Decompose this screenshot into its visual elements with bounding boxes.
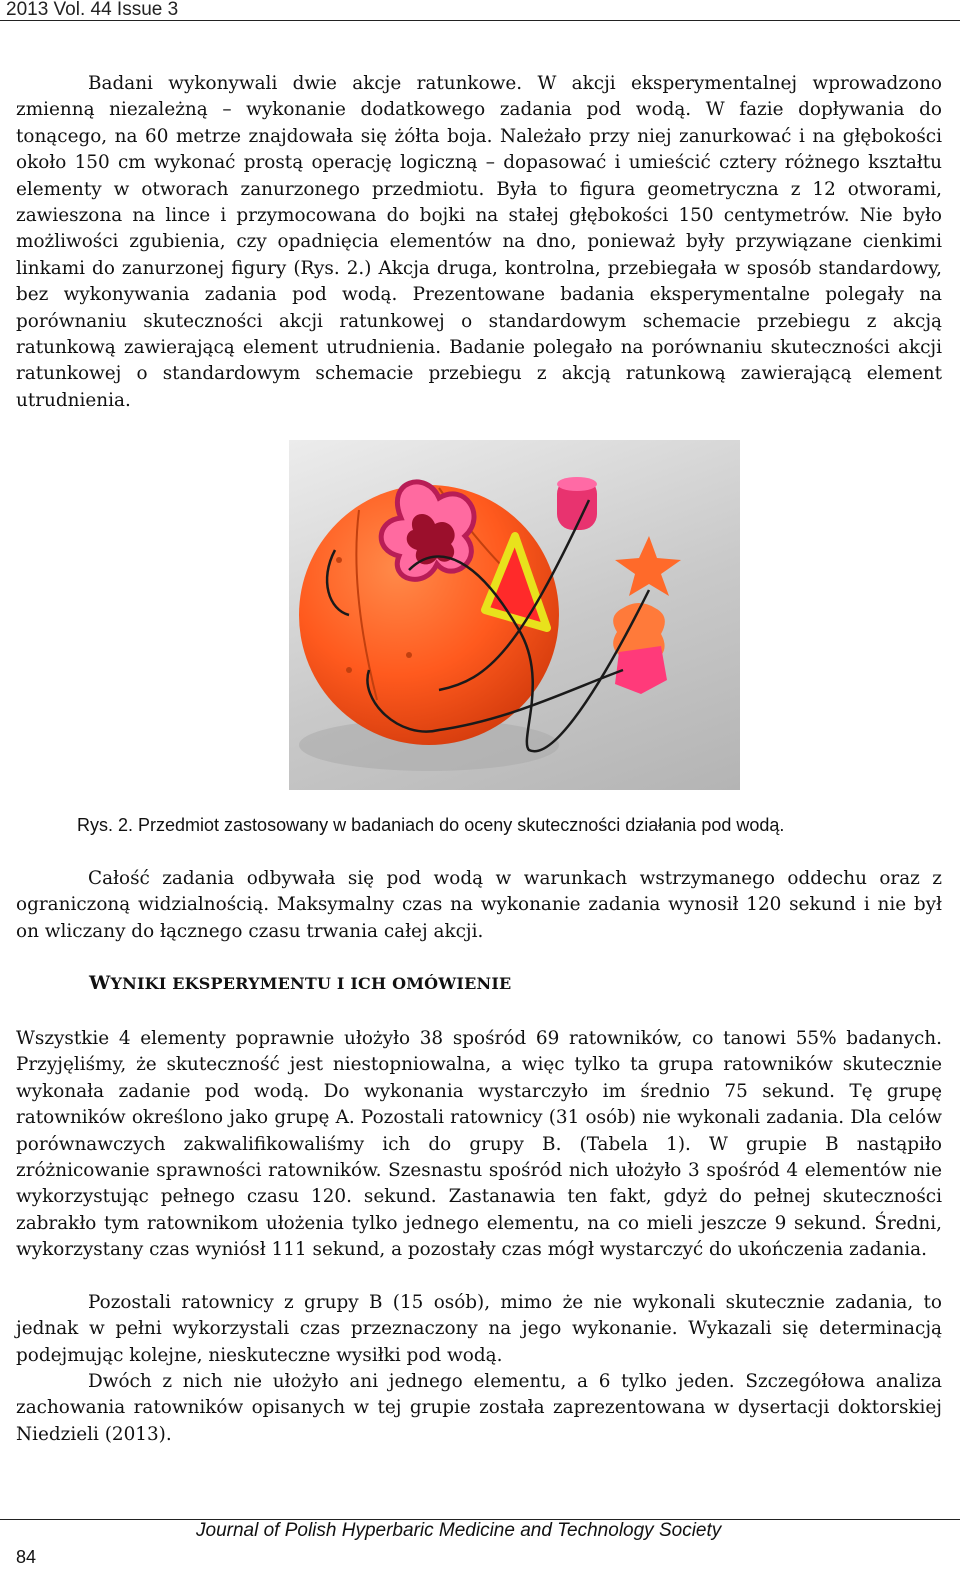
figure-shape-sorter-photo (289, 440, 740, 790)
ball-hole (406, 652, 412, 658)
footer-journal-name: Journal of Polish Hyperbaric Medicine and Technology Society (196, 1520, 722, 1541)
paragraph-analysis-reference: Dwóch z nich nie ułożyło ani jednego elementu, a 6 tylko jeden. Szczegółowa analiza zachowania ratowników opisanych w tej grupie została zaprezentowana w dysertacji doktorskiej Niedzieli (2013). (16, 1371, 942, 1445)
ball-hole (346, 667, 352, 673)
paragraph-study-description: Badani wykonywali dwie akcje ratunkowe. W akcji eksperymentalnej wprowadzono zmienną niezależną – wykonanie dodatkowego zadania pod wodą. W fazie dopływania do tonącego, na 60 metrze znajdowała się żółta boja. Należało przy niej zanurkować i na głębokości około 150 cm wykonać prostą operację logiczną – dopasować i umieścić cztery różnego kształtu elementy w otworach zanurzonego przedmiotu. Była to figura geometryczna z 12 otworami, zawieszona na lince i przymocowana do bojki na stałej głębokości 150 centymetrów. Nie było możliwości zgubienia, czy opadnięcia elementów na dno, ponieważ były przywiązane cienkimi linkami do zanurzonej figury (Rys. 2.) Akcja druga, kontrolna, przebiegała w sposób standardowy, bez wykonywania zadania pod wodą. Prezentowane badania eksperymentalne polegały na porównaniu skuteczności akcji ratunkowej o standardowym schemacie przebiegu z akcją ratunkową zawierającą element utrudnienia. Badanie polegało na porównaniu skuteczności akcji ratunkowej o standardowym schemacie przebiegu z akcją ratunkową zawierającą element utrudnienia. (16, 73, 942, 411)
section-heading-rest: YNIKI EKSPERYMENTU I ICH OMÓWIENIE (110, 974, 512, 993)
orange-star-piece (615, 536, 681, 596)
photo-illustration (289, 440, 740, 790)
header-issue-label: 2013 Vol. 44 Issue 3 (6, 0, 179, 20)
paragraph-task-conditions: Całość zadania odbywała się pod wodą w warunkach wstrzymanego oddechu oraz z ograniczoną widzialnością. Maksymalny czas na wykonanie zadania wynosił 120 sekund i nie był on wliczany do łącznego czasu trwania całej akcji. (16, 868, 942, 942)
section-heading-initial: W (89, 972, 111, 994)
figure-caption: Rys. 2. Przedmiot zastosowany w badaniach do oceny skuteczności działania pod wodą. (77, 815, 785, 835)
section-heading-results (89, 972, 511, 994)
paragraph-results-summary: Wszystkie 4 elementy poprawnie ułożyło 38 spośród 69 ratowników, co tanowi 55% badanych. Przyjęliśmy, że skuteczność jest niestopniowalna, a więc tylko ta grupa ratowników skutecznie wykonała zadanie pod wodą. Do wykonania wystarczyło im średnio 75 sekund. Tę grupę ratowników określono jako grupę A. Pozostali ratownicy (31 osób) nie wykonali zadania. Dla celów porównawczych zakwalifikowaliśmy ich do grupy B. (Tabela 1). W grupie B nastąpiło zróżnicowanie sprawności ratowników. Szesnastu spośród nich ułożyło 3 spośród 4 elementów nie wykorzystując pełnego czasu 120. sekund. Zastanawia ten fakt, gdyż do pełnej skuteczności zabrakło tym ratownikom ułożenia tylko jednego elementu, na co mieli jeszcze 9 sekund. Średni, wykorzystany czas wyniósł 111 sekund, a pozostały czas mógł wystarczyć do ukończenia zadania. (16, 1028, 942, 1261)
running-header (0, 0, 960, 22)
ball-hole (336, 557, 342, 563)
header-divider (0, 20, 960, 21)
page-number: 84 (16, 1547, 37, 1567)
pink-cylinder-top (557, 477, 597, 491)
paragraph-group-b-remaining: Pozostali ratownicy z grupy B (15 osób), mimo że nie wykonali skutecznie zadania, to jednak w pełni wykorzystali czas przeznaczony na jego wykonanie. Wykazali się determinacją podejmując kolejne, nieskuteczne wysiłki pod wodą. (16, 1292, 942, 1366)
